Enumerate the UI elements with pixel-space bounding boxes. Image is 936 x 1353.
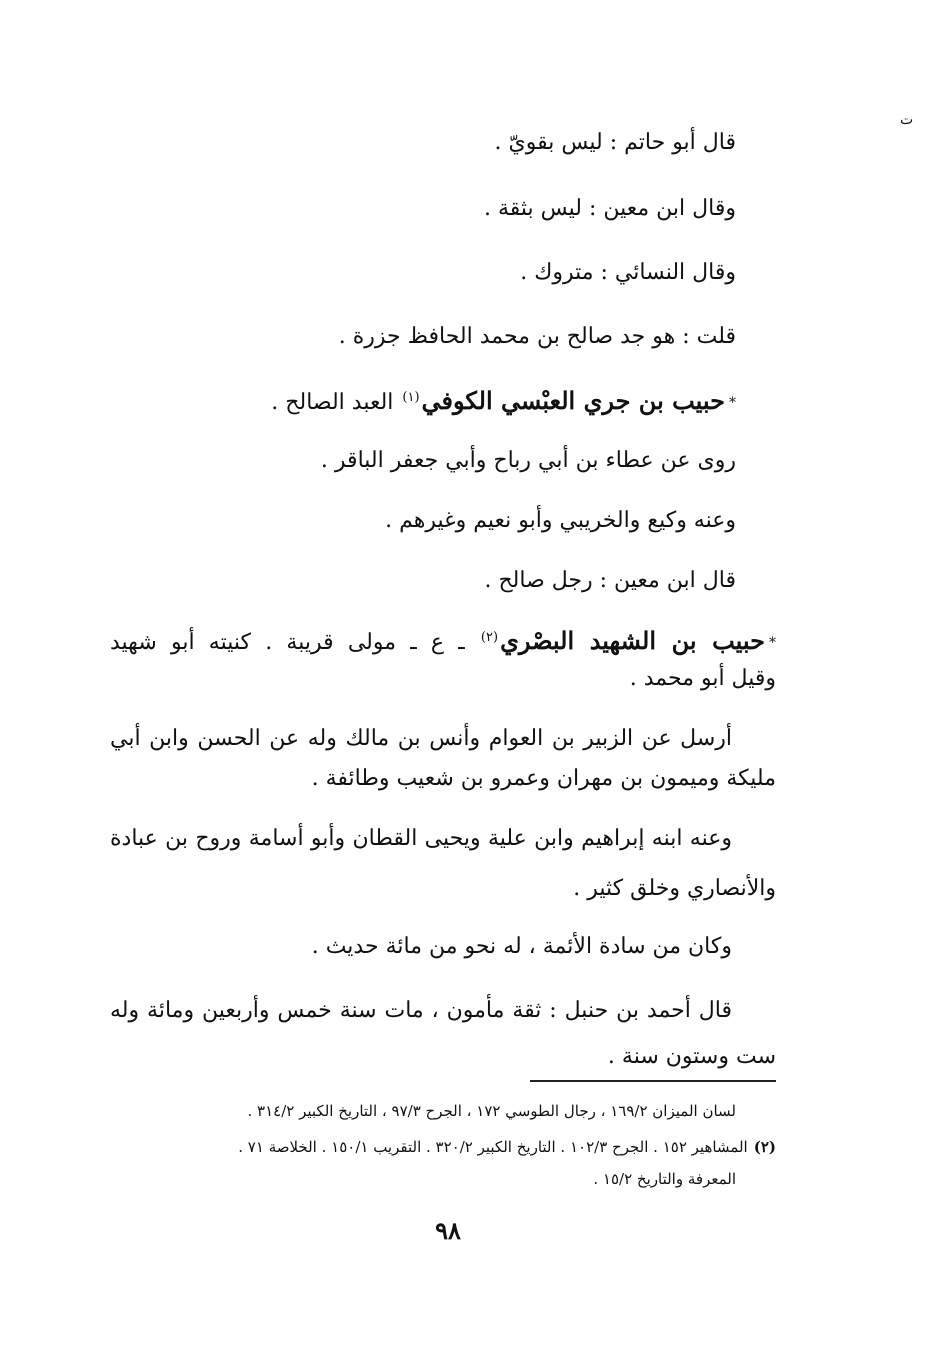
paragraph-line: وعنه ابنه إبراهيم وابن علية ويحيى القطان وأبو أسامة وروح بن عبادة xyxy=(110,826,732,851)
footnote-ref: (١) xyxy=(402,389,420,405)
body-line: وقال النسائي : متروك . xyxy=(520,260,736,285)
body-line: قلت : هو جد صالح بن محمد الحافظ جزرة . xyxy=(338,324,736,349)
paragraph-line: قال أحمد بن حنبل : ثقة مأمون ، مات سنة خمس وأربعين ومائة وله xyxy=(110,998,732,1023)
footnote-2-continuation: المعرفة والتاريخ ١٥/٢ . xyxy=(593,1170,736,1188)
paragraph-line: والأنصاري وخلق كثير . xyxy=(573,876,776,901)
footnote-ref: (٢) xyxy=(480,629,499,645)
body-line: وقال ابن معين : ليس بثقة . xyxy=(483,196,736,221)
entry-description: ـ ع ـ مولى قريبة . كنيته أبو شهيد xyxy=(110,630,465,655)
footnote-2-text: المشاهير ١٥٢ . الجرح ١٠٢/٣ . التاريخ الكبير ٣٢٠/٢ . التقريب ١٥٠/١ . الخلاصة ٧١ . xyxy=(238,1138,748,1156)
body-line: وقيل أبو محمد . xyxy=(629,666,776,691)
corner-mark: ت xyxy=(900,112,914,128)
entry-heading xyxy=(110,626,776,658)
footnote-1: لسان الميزان ١٦٩/٢ ، رجال الطوسي ١٧٢ ، الجرح ٩٧/٣ ، التاريخ الكبير ٣١٤/٢ . xyxy=(247,1102,736,1120)
body-line: وعنه وكيع والخريبي وأبو نعيم وغيرهم . xyxy=(385,508,736,533)
footnote-2-number: (٢) xyxy=(753,1138,776,1156)
body-line: روى عن عطاء بن أبي رباح وأبي جعفر الباقر . xyxy=(320,448,736,473)
page-number: ٩٨ xyxy=(435,1216,461,1245)
paragraph-line: أرسل عن الزبير بن العوام وأنس بن مالك وله عن الحسن وابن أبي xyxy=(110,726,732,751)
entry-name: حبيب بن جري العبْسي الكوفي xyxy=(421,386,725,415)
entry-name: حبيب بن الشهيد البصْري xyxy=(500,626,765,655)
entry-star: * xyxy=(729,395,736,411)
entry-heading xyxy=(271,386,736,418)
footnote-2 xyxy=(238,1136,776,1158)
footnote-separator xyxy=(530,1080,776,1082)
body-line: قال ابن معين : رجل صالح . xyxy=(484,568,736,593)
paragraph-line: وكان من سادة الأئمة ، له نحو من مائة حديث . xyxy=(311,934,732,959)
body-line: قال أبو حاتم : ليس بقويّ . xyxy=(494,130,736,155)
paragraph-line: ست وستون سنة . xyxy=(607,1044,776,1069)
paragraph-line: مليكة وميمون بن مهران وعمرو بن شعيب وطائفة . xyxy=(311,766,776,791)
entry-description: العبد الصالح . xyxy=(271,390,394,415)
entry-star: * xyxy=(769,635,776,651)
